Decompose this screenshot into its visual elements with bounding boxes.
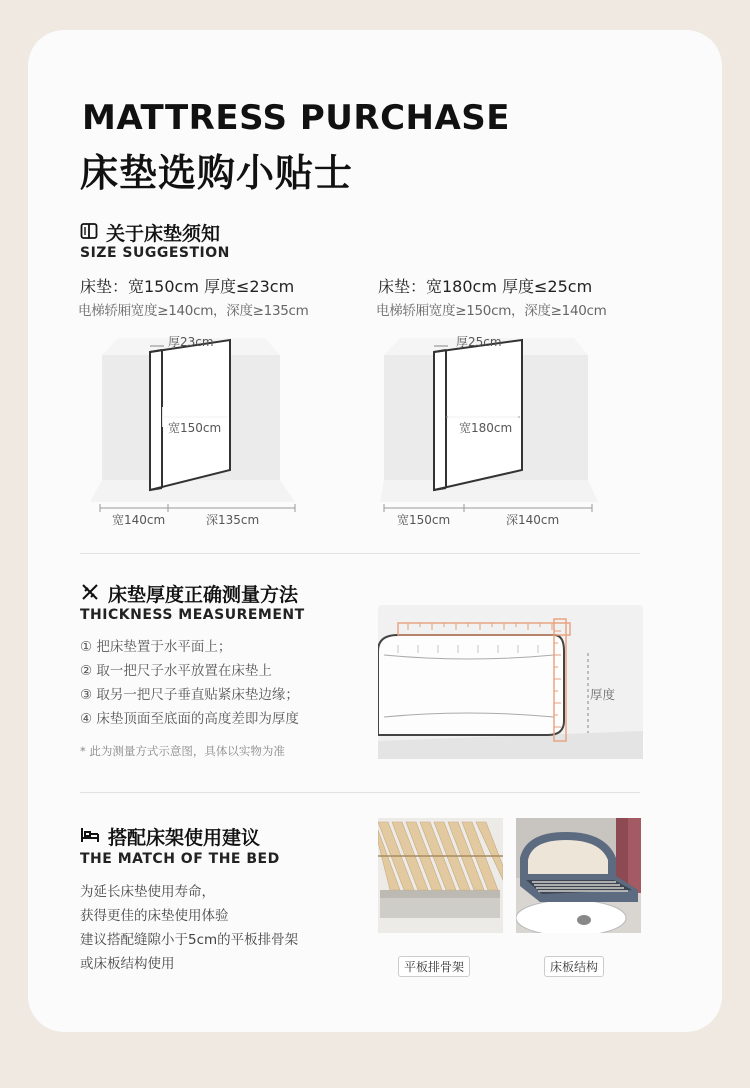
tip-line-2: 获得更佳的床垫使用体验 [80,908,229,924]
thickness-section-title: 床垫厚度正确测量方法 [108,584,299,606]
page-title-zh: 床垫选购小贴士 [80,151,354,195]
measurement-note: * 此为测量方式示意图，具体以实物为准 [80,744,285,758]
bed-board-tag: 床板结构 [544,956,604,977]
page-title-en: MATTRESS PURCHASE [82,98,511,138]
book-icon [80,222,98,244]
step-1: ① 把床垫置于水平面上； [80,639,232,655]
size-section-header [80,219,220,246]
right-width-label: 宽180cm [459,421,513,435]
thickness-label: 厚度 [590,687,616,702]
left-width-label: 宽150cm [168,421,222,435]
right-floor-depth-label: 深140cm [506,513,560,527]
bed-section-subtitle: THE MATCH OF THE BED [80,851,280,867]
slat-frame-image [378,818,503,933]
measurement-diagram [378,605,643,759]
step-3: ③ 取另一把尺子垂直贴紧床垫边缘； [80,687,299,703]
divider-1 [80,553,640,554]
right-spec-sub: 电梯轿厢宽度≥150cm，深度≥140cm [376,303,607,319]
divider-2 [80,792,640,793]
bed-board-image [516,818,641,933]
step-4: ④ 床垫顶面至底面的高度差即为厚度 [80,711,299,727]
right-spec-main: 床垫：宽180cm 厚度≤25cm [378,277,593,296]
bed-tips [80,880,298,976]
bed-section-header [80,823,260,850]
tip-line-1: 为延长床垫使用寿命， [80,884,215,900]
ruler-pencil-icon [80,582,100,606]
left-thickness-label: 厚23cm [168,335,214,349]
tip-line-4: 或床板结构使用 [80,956,175,972]
size-section-subtitle: SIZE SUGGESTION [80,245,230,261]
left-floor-width-label: 宽140cm [112,513,166,527]
bed-icon [80,826,100,848]
left-spec-main: 床垫：宽150cm 厚度≤23cm [80,277,295,296]
bed-section-title: 搭配床架使用建议 [108,827,261,849]
slat-frame-tag: 平板排骨架 [398,956,470,977]
measurement-steps [80,635,299,731]
thickness-section-subtitle: THICKNESS MEASUREMENT [80,607,305,623]
size-section-title: 关于床垫须知 [106,223,221,245]
tip-line-3: 建议搭配缝隙小于5cm的平板排骨架 [80,932,299,948]
left-floor-depth-label: 深135cm [206,513,260,527]
right-thickness-label: 厚25cm [456,335,502,349]
left-spec-sub: 电梯轿厢宽度≥140cm，深度≥135cm [78,303,309,319]
step-2: ② 取一把尺子水平放置在床垫上 [80,663,272,679]
thickness-section-header [80,580,298,607]
right-floor-width-label: 宽150cm [397,513,451,527]
